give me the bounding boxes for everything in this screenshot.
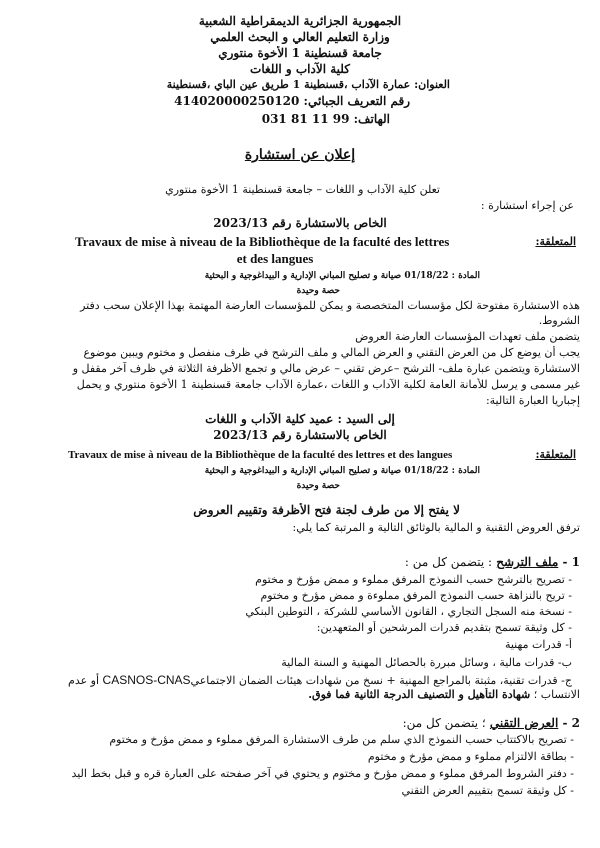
- notice-title: إعلان عن استشارة: [244, 147, 356, 163]
- section1-item: - تريح بالنزاهة حسب النموذج المرفق مملوءة و ممض مؤرخ و مختوم: [260, 589, 572, 602]
- warning-line: لا يفتح إلا من طرف لجنة فتح الأظرفة وتقييم العروض: [193, 503, 460, 517]
- header-tax-id: رقم التعريف الجبائي: 414020000250120: [174, 94, 410, 108]
- envelope-to: إلى السيد : عميد كلية الآداب و اللغات: [205, 412, 395, 426]
- notice-para-2: الاستشارة ويتضمن عبارة ملف- الترشح –عرض تقني – عرض مالي و تجمع الأظرفة الثلاثة في ظرف آخر مقفل و: [72, 362, 580, 375]
- header-address: العنوان: عمارة الآداب ،قسنطينة 1 طريق عين الباي ،قسنطينة: [166, 78, 450, 91]
- header-faculty: كلية الآداب و اللغات: [250, 62, 350, 76]
- section1-item: - كل وثيقة تسمح بتقديم قدرات المرشحين أو المتعهدين:: [316, 621, 572, 634]
- notice-consultation-ref: الخاص بالاستشارة رقم 2023/13: [213, 216, 387, 230]
- envelope-lot: حصة وحيدة: [296, 481, 340, 491]
- envelope-consultation-ref: الخاص بالاستشارة رقم 2023/13: [213, 428, 387, 442]
- section2-item: - تصريح بالاكتتاب حسب النموذج الذي سلم من طرف الاستشارة المرفق مملوء و ممض مؤرخ و مختوم: [109, 733, 574, 746]
- section1-title: ملف الترشح: [496, 555, 559, 569]
- notice-subject-fr-2: et des langues: [236, 251, 314, 266]
- header-republic: الجمهورية الجزائرية الديمقراطية الشعبية: [198, 14, 402, 28]
- envelope-subject-fr: Travaux de mise à niveau de la Bibliothèque de la faculté des lettres et des langues: [68, 449, 453, 461]
- section1-sub-b: ب- قدرات مالية ، وسائل مبررة بالحصائل المهنية و السنة المالية: [281, 656, 572, 669]
- notice-includes: يتضمن ملف تعهدات المؤسسات العارضة العروض: [355, 330, 580, 343]
- section1-sub-a: أ- قدرات مهنية: [504, 638, 572, 651]
- qualification-certificate: شهادة التأهيل و التصنيف الدرجة الثانية فما فوق.: [308, 688, 531, 701]
- section2-item: - بطاقة الالتزام مملوء و ممض مؤرخ و مختوم: [367, 750, 574, 763]
- section1-sub-c2: [20, 688, 580, 702]
- notice-intro-2: عن إجراء استشارة :: [480, 199, 574, 212]
- notice-open-2: الشروط.: [538, 314, 580, 327]
- section2-item: - كل وثيقة تسمح بتقييم العرض التقني: [401, 784, 574, 797]
- notice-subject-label: المتعلقة:: [535, 235, 576, 248]
- section1-item: - تصريح بالترشح حسب النموذج المرفق مملوء و ممض مؤرخ و مختوم: [255, 573, 572, 586]
- notice-para-1: يجب أن يوضع كل من العرض التقني و العرض المالي و ملف الترشح في ظرف منفصل و مختوم ويبين موضوع: [83, 346, 580, 359]
- header-phone: الهاتف: 99 11 81 031: [261, 112, 390, 126]
- section1-heading: [280, 555, 580, 569]
- docs-intro: ترفق العروض التقنية و المالية بالوثائق التالية و المرتبة كما يلي:: [292, 521, 580, 534]
- section1-item: - نسخة منه السجل التجاري ، القانون الأساسي للشركة ، التوطين البنكي: [245, 605, 572, 618]
- section2-item: - دفتر الشروط المرفق مملوء و ممض مؤرخ و مختوم و يحتوي في آخر صفحته على العبارة قره و قبل بخط اليد: [71, 767, 574, 780]
- section2-number: 2 -: [562, 716, 580, 730]
- section1-sub-c-text: ج- قدرات تقنية، مثبتة بالمراجع المهنية + نسخ من شهادات هيئات الضمان الاجتماعي: [190, 674, 572, 687]
- envelope-article: المادة : 01/18/22 صيانة و تصليح المباني الإدارية و البيداغوجية و البحثية: [204, 466, 480, 476]
- notice-article: المادة : 01/18/22 صيانة و تصليح المباني الإدارية و البيداغوجية و البحثية: [204, 271, 480, 281]
- section1-title-rest: : يتضمن كل من :: [404, 555, 493, 569]
- section2-title: العرض التقني: [489, 716, 559, 730]
- notice-para-4: إجباريا العبارة التالية:: [485, 394, 580, 407]
- section1-sub-c-tail: أو عدم: [68, 674, 100, 687]
- notice-lot: حصة وحيدة: [296, 286, 340, 296]
- section1-sub-c2-text: الانتساب ؛: [533, 688, 580, 701]
- notice-para-3: غير مسمى و يرسل للأمانة العامة لكلية الآداب و اللغات ،عمارة الآداب جامعة قسنطينة 1 الأخوة منتوري و يحمل: [76, 378, 580, 391]
- casnos-cnas-label: CASNOS-CNAS: [102, 673, 191, 687]
- header-university: جامعة قسنطينة 1 الأخوة منتوري: [218, 46, 382, 60]
- header-ministry: وزارة التعليم العالي و البحث العلمي: [210, 30, 390, 44]
- notice-intro-1: تعلن كلية الآداب و اللغات – جامعة قسنطينة 1 الأخوة منتوري: [165, 183, 440, 196]
- section2-heading: [280, 716, 580, 730]
- section1-sub-c: [12, 673, 572, 688]
- envelope-subject-label: المتعلقة:: [535, 448, 576, 461]
- notice-open-1: هذه الاستشارة مفتوحة لكل مؤسسات المتخصصة و يمكن للمؤسسات العارضة المهتمة بهذا الإعلان سحب دفتر: [80, 299, 580, 312]
- section2-title-rest: ؛ يتضمن كل من:: [402, 716, 486, 730]
- notice-subject-fr-1: Travaux de mise à niveau de la Bibliothèque de la faculté des lettres: [75, 234, 450, 249]
- section1-number: 1 -: [562, 555, 580, 569]
